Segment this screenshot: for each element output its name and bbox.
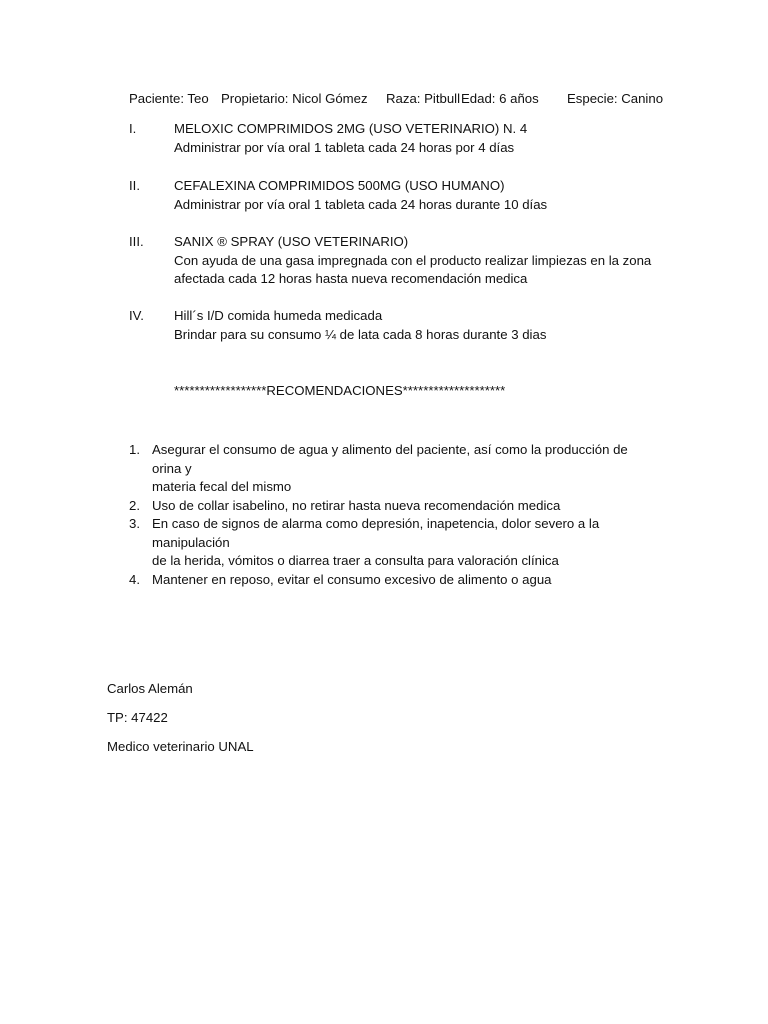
recommendation-item	[0, 515, 768, 571]
prescription-drug: Hill´s I/D comida humeda medicada	[174, 308, 383, 323]
prescription-drug: MELOXIC COMPRIMIDOS 2MG (USO VETERINARIO) N. 4	[174, 121, 528, 136]
recommendation-text: Uso de collar isabelino, no retirar hasta nueva recomendación medica	[152, 497, 561, 513]
recommendation-item	[0, 497, 768, 516]
recommendation-item	[0, 441, 768, 497]
prescription-numeral: IV.	[129, 308, 144, 323]
prescription-drug: SANIX ® SPRAY (USO VETERINARIO)	[174, 234, 409, 249]
patient-header	[0, 90, 768, 109]
recommendation-text: Mantener en reposo, evitar el consumo excesivo de alimento o agua	[152, 571, 552, 587]
prescription-numeral: III.	[129, 234, 144, 249]
signature-license: TP: 47422	[107, 710, 168, 725]
breed: Raza: Pitbull	[386, 91, 461, 106]
owner-name: Propietario: Nicol Gómez	[221, 91, 368, 106]
prescription-instructions: Administrar por vía oral 1 tableta cada 24 horas durante 10 días	[174, 196, 548, 212]
recommendations-list	[0, 441, 768, 589]
recommendation-number: 3.	[129, 516, 140, 531]
prescription-instructions: Brindar para su consumo ¼ de lata cada 8 horas durante 3 dias	[174, 326, 547, 342]
species: Especie: Canino	[567, 91, 664, 106]
prescription-instructions: Administrar por vía oral 1 tableta cada 24 horas por 4 días	[174, 139, 515, 155]
recommendations-heading: ******************RECOMENDACIONES********************	[174, 383, 506, 398]
prescription-numeral: II.	[129, 178, 140, 193]
recommendation-text: materia fecal del mismo	[152, 479, 292, 494]
recommendation-number: 1.	[129, 442, 140, 457]
recommendation-item	[0, 571, 768, 590]
prescription-drug: CEFALEXINA COMPRIMIDOS 500MG (USO HUMANO)	[174, 178, 505, 193]
prescription-numeral: I.	[129, 121, 137, 136]
prescription-instructions: afectada cada 12 horas hasta nueva recomendación medica	[174, 271, 528, 286]
recommendation-number: 2.	[129, 497, 140, 513]
signature-name: Carlos Alemán	[107, 681, 193, 696]
recommendation-text: Asegurar el consumo de agua y alimento del paciente, así como la producción de orina y	[152, 442, 628, 476]
age: Edad: 6 años	[461, 91, 539, 106]
recommendation-number: 4.	[129, 571, 140, 587]
recommendation-text: En caso de signos de alarma como depresión, inapetencia, dolor severo a la manipulación	[152, 516, 600, 550]
patient-name: Paciente: Teo	[129, 91, 209, 106]
prescription-instructions: Con ayuda de una gasa impregnada con el producto realizar limpiezas en la zona	[174, 252, 652, 268]
signature-title: Medico veterinario UNAL	[107, 739, 254, 754]
recommendation-text: de la herida, vómitos o diarrea traer a consulta para valoración clínica	[152, 553, 559, 568]
